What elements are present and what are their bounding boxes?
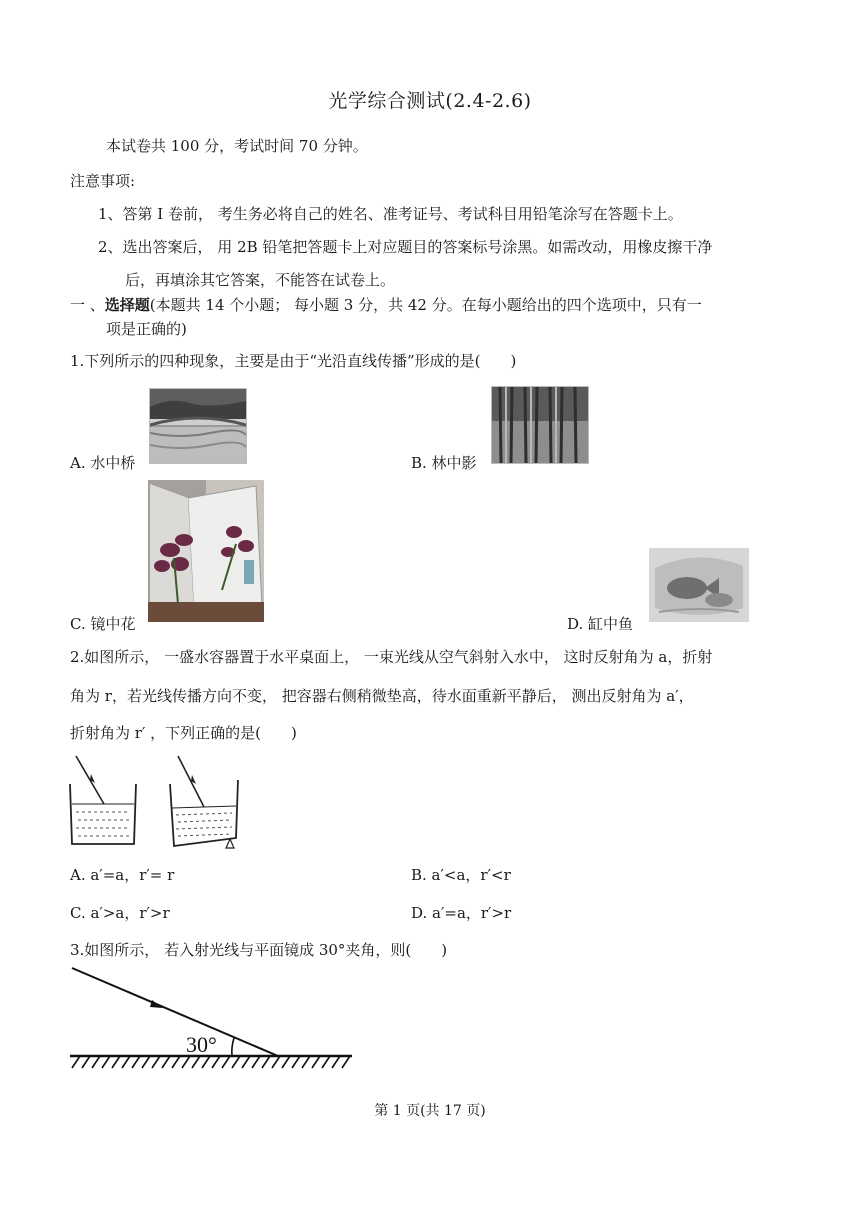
notice-item-1: 1、答第 I 卷前， 考生务必将自己的姓名、准考证号、考试科目用铅笔涂写在答题卡上。: [98, 205, 683, 223]
q2-option-b: B. a′<a，r′<r: [411, 866, 511, 884]
forest-shadow-photo: [491, 386, 589, 464]
page-footer: 第 1 页(共 17 页): [374, 1103, 486, 1119]
bridge-water-photo: [149, 388, 247, 464]
section-number: 一 、: [70, 296, 105, 314]
section-name: 选择题: [104, 296, 150, 314]
q1-stem: 1.下列所示的四种现象，主要是由于“光沿直线传播”形成的是( ): [70, 352, 517, 370]
q2-option-a: A. a′=a，r′= r: [70, 866, 175, 884]
tilted-container: [170, 756, 238, 848]
q2-stem-line-2: 角为 r，若光线传播方向不变， 把容器右侧稍微垫高，待水面重新平静后， 测出反射角为 a′，: [70, 687, 694, 705]
section-desc-cont: 项是正确的): [106, 320, 187, 338]
notice-heading: 注意事项:: [70, 172, 136, 190]
q3-stem: 3.如图所示， 若入射光线与平面镜成 30°夹角，则( ): [70, 941, 448, 959]
q2-stem-line-1: 2.如图所示， 一盛水容器置于水平桌面上， 一束光线从空气斜射入水中， 这时反射角为 a，折射: [70, 648, 713, 666]
intro-text: 本试卷共 100 分，考试时间 70 分钟。: [106, 137, 368, 155]
container-refraction-diagram: [66, 752, 256, 852]
mirror-hatching: [72, 1056, 350, 1068]
plane-mirror-diagram: [68, 964, 358, 1074]
section-desc: (本题共 14 个小题； 每小题 3 分，共 42 分。在每小题给出的四个选项中，只有一: [149, 296, 702, 314]
flower-mirror-photo: [148, 480, 264, 622]
notice-item-2-cont: 后，再填涂其它答案，不能答在试卷上。: [125, 271, 396, 289]
page-title: 光学综合测试(2.4-2.6): [328, 90, 532, 112]
q1-option-b: B. 林中影: [411, 454, 477, 472]
q1-option-c: C. 镜中花: [70, 615, 136, 633]
ray-arrow: [150, 1000, 163, 1008]
q2-option-d: D. a′=a，r′>r: [411, 904, 512, 922]
notice-item-2: 2、选出答案后， 用 2B 铅笔把答题卡上对应题目的答案标号涂黑。如需改动，用橡皮擦干净: [98, 238, 713, 256]
q1-option-a: A. 水中桥: [70, 454, 136, 472]
q2-option-c: C. a′>a，r′>r: [70, 904, 170, 922]
wedge-support: [226, 839, 234, 848]
q2-stem-line-3: 折射角为 r′ ，下列正确的是( ): [70, 724, 297, 742]
angle-arc: [232, 1038, 234, 1056]
section-heading: [70, 294, 702, 315]
angle-label: 30°: [186, 1032, 217, 1057]
q1-option-d: D. 缸中鱼: [567, 615, 634, 633]
incident-ray: [72, 968, 278, 1056]
fish-tank-photo: [649, 548, 749, 622]
level-container: [70, 756, 136, 844]
